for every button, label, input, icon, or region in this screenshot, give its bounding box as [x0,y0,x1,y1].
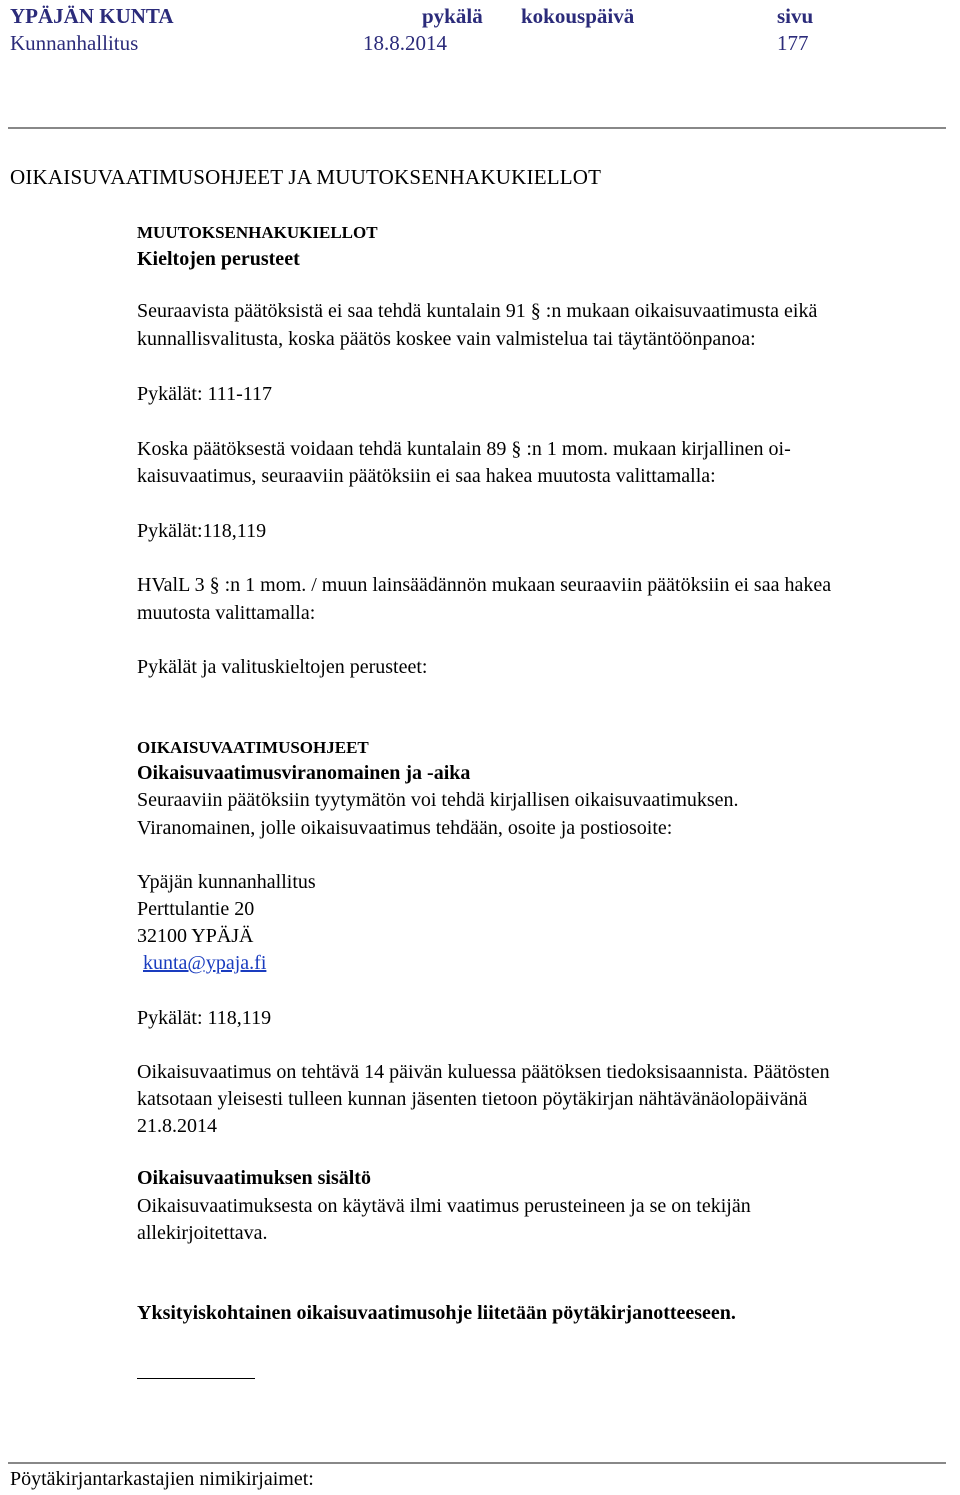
section1-p1-line1: Seuraavista päätöksistä ei saa tehdä kuntalain 91 § :n mukaan oikaisuvaatimusta eikä [137,300,818,322]
header-divider [8,127,946,129]
section2-p2-line3: 21.8.2014 [137,1115,217,1137]
section1-heading: MUUTOKSENHAKUKIELLOT [137,223,378,242]
header-page-number: 177 [777,31,809,55]
header-org: YPÄJÄN KUNTA [10,4,174,28]
section2-pykalat: Pykälät: 118,119 [137,1007,272,1029]
section1-pykalat2: Pykälät:118,119 [137,520,267,542]
section1-pykalat1: Pykälät: 111-117 [137,383,272,405]
address-name: Ypäjän kunnanhallitus [137,871,316,893]
section1-p3-line2: muutosta valittamalla: [137,602,316,624]
section1-p3-line1: HValL 3 § :n 1 mom. / muun lainsäädännön mukaan seuraaviin päätöksiin ei saa hakea [137,574,832,596]
section1-subheading: Kieltojen perusteet [137,248,300,270]
address-email-link[interactable]: kunta@ypaja.fi [143,952,267,974]
header-body-name: Kunnanhallitus [10,31,139,55]
section2-p1-line2: Viranomainen, jolle oikaisuvaatimus tehdään, osoite ja postiosoite: [137,817,673,839]
section2-heading: OIKAISUVAATIMUSOHJEET [137,738,369,757]
section2-p2-line2: katsotaan yleisesti tulleen kunnan jäsenten tietoon pöytäkirjan nähtävänäolopäivänä [137,1088,808,1110]
content-heading: Oikaisuvaatimuksen sisältö [137,1167,371,1189]
address-city: 32100 YPÄJÄ [137,925,254,947]
separator-line [137,1378,255,1379]
footer-divider [8,1462,946,1464]
header-col-kokouspaiva: kokouspäivä [521,4,635,28]
section1-p1-line2: kunnallisvalitusta, koska päätös koskee vain valmistelua tai täytäntöönpanoa: [137,328,756,350]
section1-p2-line2: kaisuvaatimus, seuraaviin päätöksiin ei saa hakea muutosta valittamalla: [137,465,716,487]
header-date: 18.8.2014 [363,31,447,55]
header-col-sivu: sivu [777,4,814,28]
signature-label: Pöytäkirjantarkastajien nimikirjaimet: [10,1468,314,1490]
section1-pykalat3: Pykälät ja valituskieltojen perusteet: [137,656,428,678]
header-col-pykala: pykälä [422,4,483,28]
section2-p3-line2: allekirjoitettava. [137,1222,268,1244]
section2-subheading: Oikaisuvaatimusviranomainen ja -aika [137,762,471,784]
section2-p3-line1: Oikaisuvaatimuksesta on käytävä ilmi vaatimus perusteineen ja se on tekijän [137,1195,751,1217]
section2-p1-line1: Seuraaviin päätöksiin tyytymätön voi tehdä kirjallisen oikaisuvaatimuksen. [137,789,739,811]
final-note: Yksityiskohtainen oikaisuvaatimusohje liitetään pöytäkirjanotteeseen. [137,1302,736,1324]
main-title: OIKAISUVAATIMUSOHJEET JA MUUTOKSENHAKUKIELLOT [10,165,602,189]
section2-p2-line1: Oikaisuvaatimus on tehtävä 14 päivän kuluessa päätöksen tiedoksisaannista. Päätösten [137,1061,830,1083]
address-street: Perttulantie 20 [137,898,255,920]
section1-p2-line1: Koska päätöksestä voidaan tehdä kuntalain 89 § :n 1 mom. mukaan kirjallinen oi- [137,438,791,460]
